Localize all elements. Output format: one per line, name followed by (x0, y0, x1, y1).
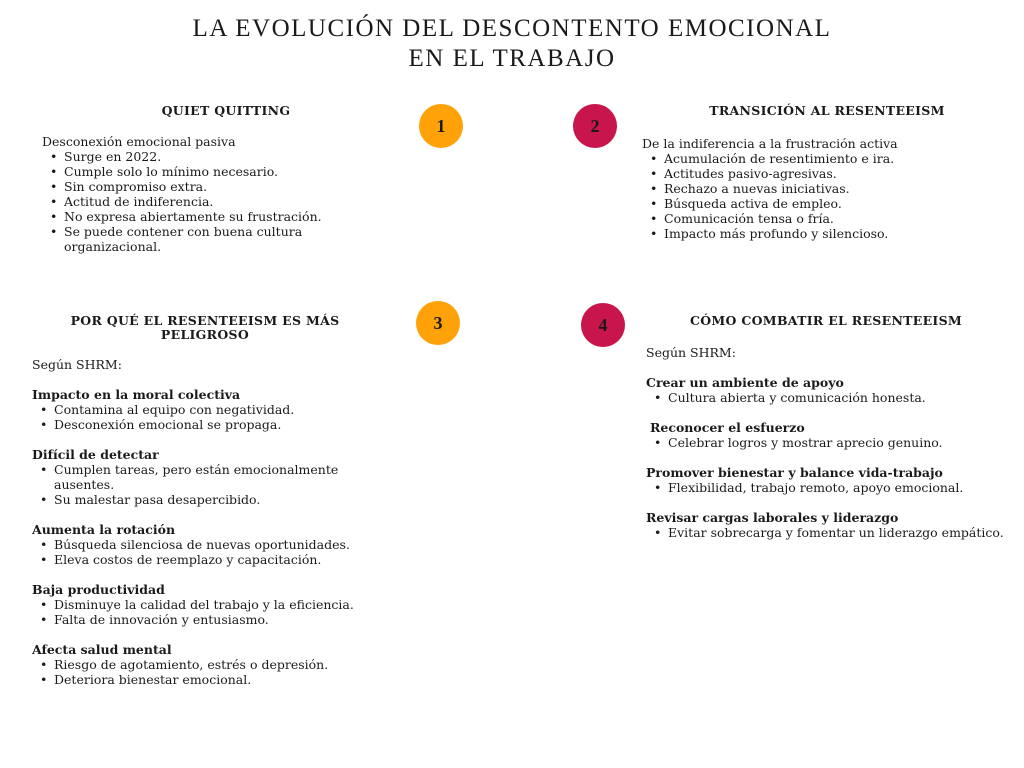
list-item: • Cumplen tareas, pero están emocionalmente ausentes. (54, 462, 387, 492)
section-3-group-title: Aumenta la rotación (32, 522, 176, 537)
section-4-group-list (646, 525, 1016, 540)
list-item: • Actitud de indiferencia. (64, 194, 372, 209)
step-badge-3-number: 3 (433, 312, 443, 333)
step-badge-2-number: 2 (590, 115, 600, 136)
section-1-intro: Desconexión emocional pasiva (42, 134, 236, 149)
list-item: • Surge en 2022. (64, 149, 372, 164)
page-title-line-2: EN EL TRABAJO (408, 45, 616, 72)
section-3-group-title: Difícil de detectar (32, 447, 159, 462)
list-item: • Impacto más profundo y silencioso. (664, 226, 1012, 241)
section-4-body (646, 345, 1016, 540)
page-title-line-1: LA EVOLUCIÓN DEL DESCONTENTO EMOCIONAL (192, 15, 832, 42)
step-badge-4 (581, 303, 625, 347)
list-item: • Rechazo a nuevas iniciativas. (664, 181, 1012, 196)
list-item: • Riesgo de agotamiento, estrés o depresión. (54, 657, 387, 672)
section-4-group-list (646, 480, 1016, 495)
section-3-group-title: Baja productividad (32, 582, 165, 597)
list-item: • Su malestar pasa desapercibido. (54, 492, 387, 507)
section-4-intro: Según SHRM: (646, 345, 736, 360)
step-badge-2 (573, 104, 617, 148)
list-item: • Contamina al equipo con negatividad. (54, 402, 387, 417)
section-3-group-list (32, 657, 387, 687)
section-3-heading: POR QUÉ EL RESENTEEISM ES MÁS PELIGROSO (70, 313, 340, 342)
list-item: • Actitudes pasivo-agresivas. (664, 166, 1012, 181)
section-3-group-list (32, 537, 387, 567)
section-3-group-list (32, 462, 387, 507)
list-item: • Se puede contener con buena cultura organizacional. (64, 224, 372, 254)
step-badge-4-number: 4 (598, 314, 608, 335)
section-4-group-title: Revisar cargas laborales y liderazgo (646, 510, 899, 525)
list-item: • Sin compromiso extra. (64, 179, 372, 194)
section-2-body (642, 136, 1012, 241)
list-item: • Búsqueda activa de empleo. (664, 196, 1012, 211)
section-3-group-list (32, 597, 387, 627)
section-3-intro: Según SHRM: (32, 357, 122, 372)
section-4-group-title: Promover bienestar y balance vida-trabajo (646, 465, 943, 480)
list-item: • Disminuye la calidad del trabajo y la eficiencia. (54, 597, 387, 612)
section-4-group-title: Crear un ambiente de apoyo (646, 375, 844, 390)
page-title (0, 14, 1024, 74)
list-item: • Cumple solo lo mínimo necesario. (64, 164, 372, 179)
section-3-group-list (32, 402, 387, 432)
section-2-intro: De la indiferencia a la frustración activa (642, 136, 898, 151)
section-4-group-list (646, 390, 1016, 405)
list-item: • Desconexión emocional se propaga. (54, 417, 387, 432)
section-3-group-title: Afecta salud mental (32, 642, 172, 657)
step-badge-1 (419, 104, 463, 148)
section-2-list (642, 151, 1012, 241)
list-item: • Evitar sobrecarga y fomentar un liderazgo empático. (668, 525, 1016, 540)
step-badge-1-number: 1 (436, 115, 446, 136)
list-item: • Celebrar logros y mostrar aprecio genuino. (668, 435, 1016, 450)
section-2-heading: TRANSICIÓN AL RESENTEEISM (709, 103, 945, 118)
section-3-body (32, 357, 387, 687)
section-1-heading: QUIET QUITTING (161, 103, 291, 118)
list-item: • Comunicación tensa o fría. (664, 211, 1012, 226)
section-4-group-list (646, 435, 1016, 450)
section-4-group-title: Reconocer el esfuerzo (650, 420, 805, 435)
section-1-list (42, 149, 372, 254)
step-badge-3 (416, 301, 460, 345)
list-item: • Búsqueda silenciosa de nuevas oportunidades. (54, 537, 387, 552)
list-item: • Deteriora bienestar emocional. (54, 672, 387, 687)
list-item: • Falta de innovación y entusiasmo. (54, 612, 387, 627)
list-item: • Flexibilidad, trabajo remoto, apoyo emocional. (668, 480, 1016, 495)
section-4-heading: CÓMO COMBATIR EL RESENTEEISM (689, 313, 963, 328)
list-item: • Cultura abierta y comunicación honesta. (668, 390, 1016, 405)
section-3-group-title: Impacto en la moral colectiva (32, 387, 241, 402)
list-item: • No expresa abiertamente su frustración. (64, 209, 372, 224)
list-item: • Acumulación de resentimiento e ira. (664, 151, 1012, 166)
section-1-body (42, 134, 372, 254)
list-item: • Eleva costos de reemplazo y capacitación. (54, 552, 387, 567)
